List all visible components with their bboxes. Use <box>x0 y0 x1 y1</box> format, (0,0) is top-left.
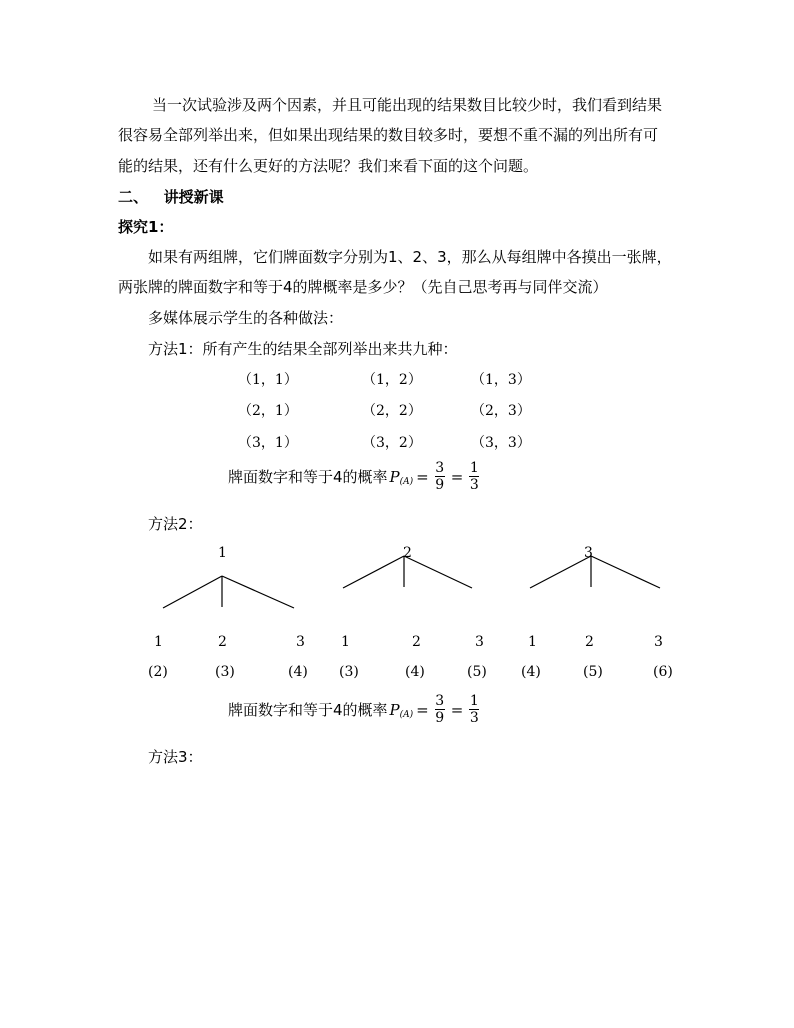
display-note: 多媒体展示学生的各种做法： <box>148 309 344 327</box>
tree-1-sum-2: (3) <box>215 664 235 680</box>
method2-title: 方法2： <box>148 515 203 533</box>
tree-2-leaf-1: 1 <box>341 634 350 650</box>
tree-1-leaf-3: 3 <box>296 634 305 650</box>
fraction-3-9 <box>435 693 445 726</box>
tree-2-sum-3: (5) <box>467 664 487 680</box>
pair-2-2: （2，2） <box>362 403 422 419</box>
tree-1-leaf-2: 2 <box>218 634 227 650</box>
pair-1-1: （1，1） <box>238 372 298 388</box>
method3-title: 方法3： <box>148 748 203 766</box>
probability-formula-2 <box>228 693 482 726</box>
tree-1-leaf-1: 1 <box>154 634 163 650</box>
fraction-numerator: 1 <box>469 460 479 476</box>
tree-1-root: 1 <box>218 545 227 561</box>
fraction-denominator: 9 <box>435 477 445 493</box>
pair-3-2: （3，2） <box>362 435 422 451</box>
probability-text: 牌面数字和等于4的概率 <box>228 701 388 719</box>
intro-line-3: 能的结果，还有什么更好的方法呢？我们来看下面的这个问题。 <box>118 157 539 175</box>
tree-1-branch-right <box>222 576 294 608</box>
probability-sub: (A) <box>399 476 414 487</box>
intro-line-1: 当一次试验涉及两个因素，并且可能出现的结果数目比较少时，我们看到结果 <box>152 96 663 114</box>
tree-3-branch-left <box>530 556 591 588</box>
tree-3-leaf-2: 2 <box>585 634 594 650</box>
pair-3-3: （3，3） <box>471 435 531 451</box>
tree-3-sum-1: (4) <box>521 664 541 680</box>
tree-3-leaf-3: 3 <box>654 634 663 650</box>
tree-2-branch-right <box>404 556 472 588</box>
probability-var: P <box>389 467 400 486</box>
tree-2-leaf-2: 2 <box>412 634 421 650</box>
tree-3-sum-3: (6) <box>653 664 673 680</box>
equals-sign: = <box>450 467 464 486</box>
tree-3-leaf-1: 1 <box>528 634 537 650</box>
tree-3-root: 3 <box>584 545 593 561</box>
probability-var: P <box>389 700 400 719</box>
tree-3-sum-2: (5) <box>583 664 603 680</box>
tree-1-sum-1: (2) <box>148 664 168 680</box>
fraction-denominator: 9 <box>435 710 445 726</box>
section-heading: 二、 讲授新课 <box>118 188 224 206</box>
tree-1-sum-3: (4) <box>288 664 308 680</box>
tree-3-branch-right <box>591 556 660 588</box>
tree-2-sum-2: (4) <box>405 664 425 680</box>
method1-title: 方法1：所有产生的结果全部列举出来共九种： <box>148 340 458 358</box>
pair-1-2: （1，2） <box>362 372 422 388</box>
fraction-denominator: 3 <box>469 477 479 493</box>
fraction-numerator: 1 <box>469 693 479 709</box>
equals-sign: = <box>416 467 429 486</box>
fraction-numerator: 3 <box>435 460 445 476</box>
tree-1-branch-left <box>163 576 222 608</box>
fraction-denominator: 3 <box>469 710 479 726</box>
pair-2-1: （2，1） <box>238 403 298 419</box>
equals-sign: = <box>450 700 464 719</box>
explore-heading: 探究1： <box>118 218 174 236</box>
equals-sign: = <box>416 700 429 719</box>
tree-2-root: 2 <box>403 545 412 561</box>
intro-line-2: 很容易全部列举出来，但如果出现结果的数目较多时，要想不重不漏的列出所有可 <box>118 126 659 144</box>
tree-2-sum-1: (3) <box>339 664 359 680</box>
pair-2-3: （2，3） <box>471 403 531 419</box>
pair-3-1: （3，1） <box>238 435 298 451</box>
tree-2-leaf-3: 3 <box>475 634 484 650</box>
tree-2-branch-left <box>343 556 404 588</box>
pair-1-3: （1，3） <box>471 372 531 388</box>
problem-line-1: 如果有两组牌，它们牌面数字分别为1、2、3，那么从每组牌中各摸出一张牌， <box>148 248 672 266</box>
fraction-numerator: 3 <box>435 693 445 709</box>
probability-text: 牌面数字和等于4的概率 <box>228 468 388 486</box>
probability-sub: (A) <box>399 709 414 720</box>
fraction-1-3 <box>469 693 479 726</box>
problem-line-2: 两张牌的牌面数字和等于4的牌概率是多少？（先自己思考再与同伴交流） <box>118 278 608 296</box>
